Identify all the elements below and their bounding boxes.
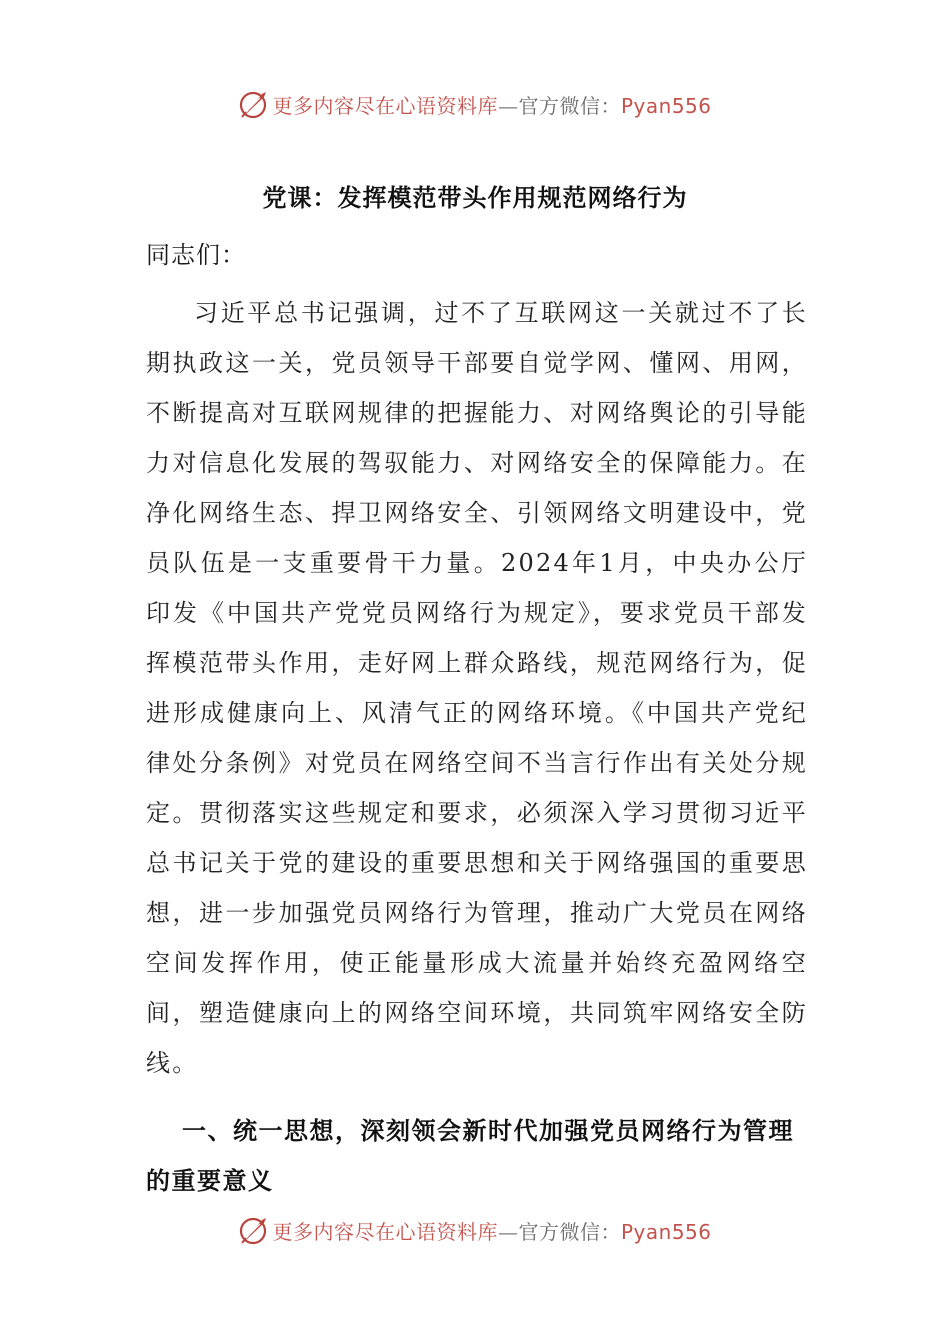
banner-main-text: 更多内容尽在心语资料库	[272, 93, 498, 118]
header-banner	[0, 82, 950, 126]
footer-banner	[0, 1208, 950, 1252]
document-title: 党课：发挥模范带头作用规范网络行为	[262, 183, 688, 212]
quill-pen-logo-icon	[238, 88, 270, 120]
banner-dash: —	[497, 93, 519, 118]
body-paragraph: 习近平总书记强调，过不了互联网这一关就过不了长期执政这一关，党员领导干部要自觉学网、懂网、用网，不断提高对互联网规律的把握能力、对网络舆论的引导能力对信息化发展的驾驭能力、对网络安全的保障能力。在净化网络生态、捍卫网络安全、引领网络文明建设中，党员队伍是一支重要骨干力量。2024年1月，中央办公厅印发《中国共产党党员网络行为规定》，要求党员干部发挥模范带头作用，走好网上群众路线，规范网络行为，促进形成健康向上、风清气正的网络环境。《中国共产党纪律处分条例》对党员在网络空间不当言行作出有关处分规定。贯彻落实这些规定和要求，必须深入学习贯彻习近平总书记关于党的建设的重要思想和关于网络强国的重要思想，进一步加强党员网络行为管理，推动广大党员在网络空间发挥作用，使正能量形成大流量并始终充盈网络空间，塑造健康向上的网络空间环境，共同筑牢网络安全防线。	[146, 299, 808, 1077]
banner-dash: —	[497, 1219, 519, 1244]
document-body	[146, 230, 808, 1206]
banner-wechat-id: Pyan556	[620, 93, 712, 118]
banner-text	[272, 90, 711, 119]
banner-wechat-label: 官方微信：	[518, 93, 621, 118]
section-heading: 一、统一思想，深刻领会新时代加强党员网络行为管理的重要意义	[146, 1116, 794, 1195]
banner-wechat-id: Pyan556	[620, 1219, 712, 1244]
banner-main-text: 更多内容尽在心语资料库	[272, 1219, 498, 1244]
quill-pen-logo-icon	[238, 1214, 270, 1246]
banner-wechat-label: 官方微信：	[518, 1219, 621, 1244]
banner-text	[272, 1216, 711, 1245]
salutation: 同志们：	[146, 241, 246, 269]
